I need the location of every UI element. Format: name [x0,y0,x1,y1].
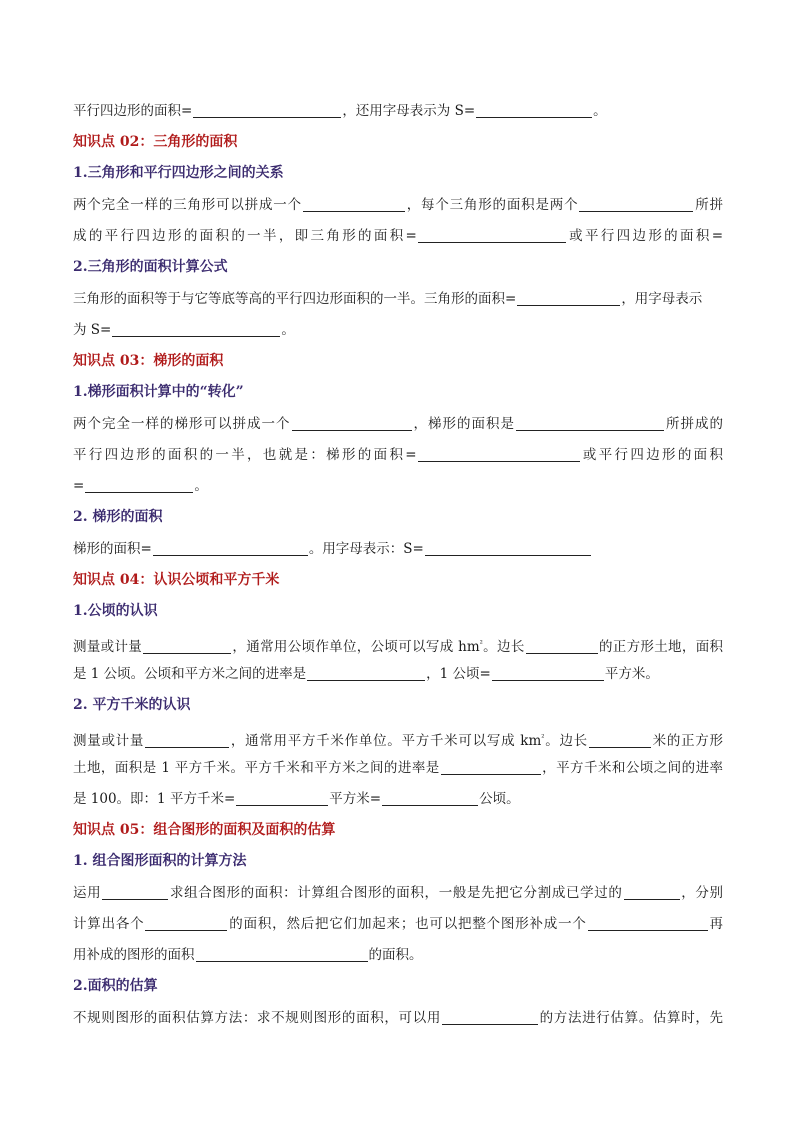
answer-blank[interactable] [193,116,341,118]
text-line: 不规则图形的面积估算方法：求不规则图形的面积，可以用 的方法进行估算。估算时，先 [73,1010,723,1026]
answer-blank[interactable] [589,746,651,748]
answer-blank[interactable] [516,429,664,431]
answer-blank[interactable] [145,929,227,931]
answer-blank[interactable] [418,460,580,462]
text-line: 土地，面积是 1 平方千米。平方千米和平方米之间的进率是 ，平方千米和公顷之间的进率 [73,760,724,776]
text-line: 运用 求组合图形的面积：计算组合图形的面积，一般是先把它分割成已学过的 ，分别 [73,885,724,901]
answer-blank[interactable] [579,210,693,212]
answer-blank[interactable] [196,960,368,962]
text-line: 两个完全一样的三角形可以拼成一个 ，每个三角形的面积是两个 所拼 [73,197,724,213]
subsection-heading: 1.三角形和平行四边形之间的关系 [73,165,284,181]
answer-blank[interactable] [425,554,591,556]
text-line: 梯形的面积= 。用字母表示：S= [73,534,723,565]
subsection-heading: 2. 平方千米的认识 [73,697,191,713]
section-heading: 知识点 04：认识公顷和平方千米 [73,572,280,588]
text-line: 测量或计量 ，通常用平方千米作单位。平方千米可以写成 $km^{^2}$。边长 米的正方形 [73,733,724,749]
answer-blank[interactable] [143,652,231,654]
answer-blank[interactable] [441,773,541,775]
answer-blank[interactable] [102,898,168,900]
answer-blank[interactable] [236,804,328,806]
answer-blank[interactable] [588,929,708,931]
text-line: = 。 [73,478,208,494]
text-line: 是 1 公顷。公顷和平方米之间的进率是 ，1 公顷= 平方米。 [73,666,659,682]
subsection-heading: 1. 组合图形面积的计算方法 [73,853,247,869]
section-heading: 知识点 05：组合图形的面积及面积的估算 [73,822,336,838]
text-line: 为 S= 。 [73,322,295,338]
answer-blank[interactable] [517,304,620,306]
text-line: 用补成的图形的面积 的面积。 [73,947,423,963]
answer-blank[interactable] [303,210,405,212]
answer-blank[interactable] [526,652,598,654]
answer-blank[interactable] [442,1023,538,1025]
answer-blank[interactable] [476,116,592,118]
answer-blank[interactable] [382,804,478,806]
answer-blank[interactable] [153,554,308,556]
subsection-heading: 1.公顷的认识 [73,603,158,619]
text-line: 两个完全一样的梯形可以拼成一个 ，梯形的面积是 所拼成的 [73,416,723,432]
answer-blank[interactable] [112,335,280,337]
answer-blank[interactable] [85,491,193,493]
subsection-heading: 2.面积的估算 [73,978,158,994]
text-line: 测量或计量 ，通常用公顷作单位，公顷可以写成 $hm^{^2}$。边长 的正方形土地，面积 [73,639,724,655]
text-line: 平行四边形的面积= ，还用字母表示为 S= 。 [73,103,607,119]
answer-blank[interactable] [418,241,566,243]
text-line: 成的平行四边形的面积的一半，即三角形的面积= 或平行四边形的面积= [73,228,724,244]
answer-blank[interactable] [492,679,604,681]
text-line: 是 100。即：1 平方千米= 平方米= 公顷。 [73,791,520,807]
answer-blank[interactable] [307,679,425,681]
subsection-heading: 2.三角形的面积计算公式 [73,259,228,275]
text-line: 平行四边形的面积的一半，也就是：梯形的面积= 或平行四边形的面积 [73,447,723,463]
answer-blank[interactable] [624,898,680,900]
subsection-heading: 2. 梯形的面积 [73,509,163,525]
text-line: 计算出各个 的面积，然后把它们加起来；也可以把整个图形补成一个 再 [73,916,723,932]
section-heading: 知识点 02：三角形的面积 [73,134,238,150]
subsection-heading: 1.梯形面积计算中的“转化” [73,384,244,400]
section-heading: 知识点 03：梯形的面积 [73,353,224,369]
text-line: 三角形的面积等于与它等底等高的平行四边形面积的一半。三角形的面积= ，用字母表示 [73,291,703,307]
answer-blank[interactable] [292,429,412,431]
answer-blank[interactable] [145,746,229,748]
